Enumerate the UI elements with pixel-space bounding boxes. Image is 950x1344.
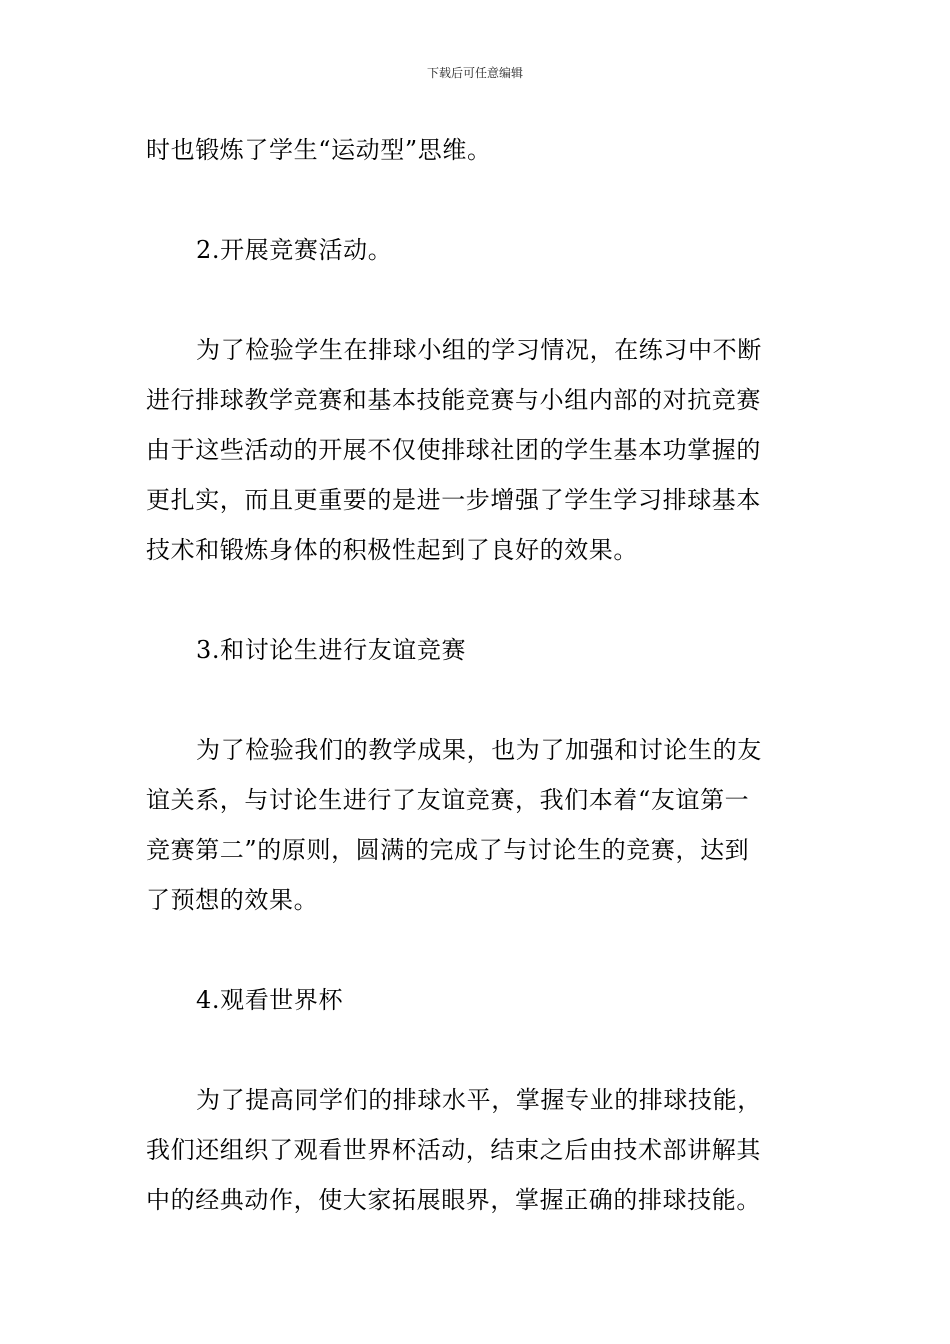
paragraph-line: 竞赛第二”的原则，圆满的完成了与讨论生的竞赛，达到 <box>146 836 750 864</box>
section-heading: 3.和讨论生进行友谊竞赛 <box>196 636 467 664</box>
paragraph-line: 谊关系，与讨论生进行了友谊竞赛，我们本着“友谊第一 <box>146 786 750 814</box>
section-heading: 2.开展竞赛活动。 <box>196 236 393 264</box>
paragraph-line: 更扎实，而且更重要的是进一步增强了学生学习排球基本 <box>146 486 761 514</box>
paragraph-line: 我们还组织了观看世界杯活动，结束之后由技术部讲解其 <box>146 1136 761 1164</box>
paragraph-line: 为了提高同学们的排球水平，掌握专业的排球技能， <box>196 1086 762 1114</box>
paragraph-line: 由于这些活动的开展不仅使排球社团的学生基本功掌握的 <box>146 436 761 464</box>
paragraph-line: 中的经典动作，使大家拓展眼界，掌握正确的排球技能。 <box>146 1186 761 1214</box>
section-heading: 4.观看世界杯 <box>196 986 344 1014</box>
page-header-note: 下载后可任意编辑 <box>426 66 523 80</box>
paragraph-line: 为了检验我们的教学成果，也为了加强和讨论生的友 <box>196 736 762 764</box>
paragraph-line: 为了检验学生在排球小组的学习情况，在练习中不断 <box>196 336 762 364</box>
paragraph-line: 技术和锻炼身体的积极性起到了良好的效果。 <box>146 536 638 564</box>
paragraph-line: 进行排球教学竞赛和基本技能竞赛与小组内部的对抗竞赛 <box>146 386 761 414</box>
paragraph-line: 了预想的效果。 <box>146 886 319 914</box>
paragraph-line: 时也锻炼了学生“运动型”思维。 <box>146 136 492 164</box>
